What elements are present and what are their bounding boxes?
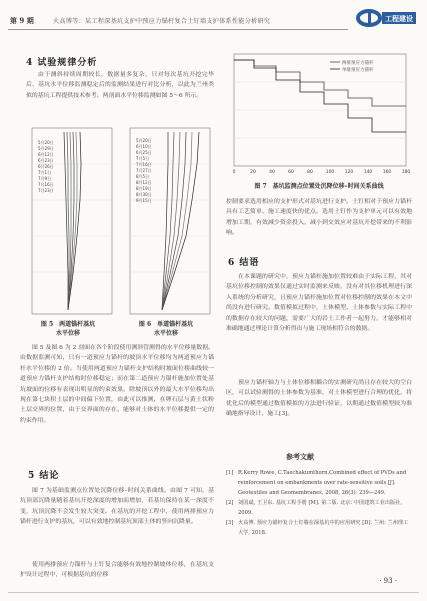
running-title: 火高博等：某工程深基坑支护中预应力锚杆复合土钉墙支护体系性能分析研究	[53, 18, 271, 25]
svg-text:5月20日: 5月20日	[38, 140, 54, 145]
issue-label: 第 9 期	[10, 16, 34, 25]
fig5-legend	[38, 139, 54, 193]
analysis-paragraph: 图 5 及图 6 为 2 剖面在各个阶段使用测斜管测得的水平位移量数据。由数据监测可知，只有一道预应力锚杆的坡顶水平位移均为两道预应力锚杆水平位移的 2 倍。当使用两道预应力锚杆支护结构时坡面位移曲线较一道预应力锚杆支护结构时位移稳定；而在第二道预应力锚杆施加位置处基坑坡面的位移有表现出明显的约束效果。除坡顶以外的最大水平位移均出现在第七块积土层的中间偏下位置，由此可以推测，在卵石层与黄土状粉土层交界的位置，由于交界面的存在，能够对土体的水平位移提供一定的约束作用。	[20, 345, 214, 424]
svg-text:7月23日: 7月23日	[38, 188, 54, 193]
svg-text:140: 140	[363, 170, 373, 175]
figure-6-caption: 图 6 单道锚杆基坑 水平位移	[138, 321, 194, 337]
section-6-paragraph-1: 在本课题的研究中，预应力锚杆施加位置较难由于实际工程，其对基坑位移控制的效果仅通过实时监测来反映，没有对其位移机理进行深入系统的分析研究，且预应力锚杆施加位置对位移控制的效果在本文中尚没有进行研究。数值模拟过程中，土体模型、土体参数与实际工程中的数据存在较大的问题，需要广大的岩土工作者一起努力，才能够相对准确地通过理论计算分析得出与施工现场相符合的数据。	[226, 274, 412, 333]
svg-text:9月15日: 9月15日	[136, 198, 152, 203]
reference-item: [3] 火高博. 预应力锚杆复合土钉墙在深基坑中的应用研究 [D]. 兰州: 兰州理工大学, 2018.	[226, 520, 409, 536]
fig7-curves	[234, 60, 406, 132]
section-5-title: 5 结论	[28, 471, 60, 481]
reference-item: [1] R.Kerry Rowe, C.Taechakumthorn.Combined effect of PVDs and reinforcement on embankments over rate-sensitive soils [J]. Geotextiles and Geomembranes, 2008, 26(3): 239—249.	[226, 470, 407, 496]
svg-text:20: 20	[250, 170, 256, 175]
svg-text:120: 120	[344, 170, 354, 175]
svg-text:6月23日: 6月23日	[38, 158, 54, 163]
svg-text:160: 160	[382, 170, 392, 175]
section-6-title: 6 结语	[228, 258, 260, 268]
svg-text:单排预应力锚杆: 单排预应力锚杆	[342, 68, 374, 73]
svg-text:5月29日: 5月29日	[38, 146, 54, 151]
svg-text:60: 60	[288, 170, 294, 175]
logo-text: 工程建设	[385, 15, 413, 23]
svg-text:7月16日: 7月16日	[38, 182, 54, 187]
svg-text:7月27日: 7月27日	[136, 168, 152, 173]
svg-text:6月25日: 6月25日	[136, 150, 152, 155]
svg-text:7月16日: 7月16日	[136, 162, 152, 167]
fig7-legend	[330, 59, 374, 73]
svg-text:两排预应力锚杆: 两排预应力锚杆	[342, 61, 374, 66]
fig6-legend	[136, 137, 152, 203]
section-5-paragraph-2: 使用两排预应力锚杆与土钉复合能够有效地控制坡体位移，在基坑支护设计过程中，可根据基坑的位移	[20, 562, 214, 579]
svg-text:8月19日: 8月19日	[136, 186, 152, 191]
references-list	[226, 468, 412, 538]
svg-text:6月10日: 6月10日	[136, 144, 152, 149]
page-number: · 93 ·	[379, 577, 397, 585]
section-4-paragraph: 由于测斜持续周期较长，数据量多复杂，只对每次基坑开挖完毕后，基坑水平位移监测稳定后的监测结果进行对比分析，以此为兰州类似的基坑工程提供技术参考。两剖面水平位移监测如图 5～6 所示。	[26, 72, 214, 99]
svg-text:6月26日: 6月26日	[38, 164, 54, 169]
footer-rule	[8, 592, 419, 593]
svg-text:40: 40	[269, 170, 275, 175]
svg-text:0: 0	[232, 170, 236, 175]
svg-text:7月5日: 7月5日	[136, 156, 150, 161]
section-4-title: 4 试验规律分析	[26, 58, 98, 68]
svg-text:80: 80	[307, 170, 313, 175]
svg-text:8月12日: 8月12日	[136, 180, 152, 185]
reference-item: [2] 刘国斌, 王卫东. 基坑工程手册 [M]. 第二版. 北京: 中国建筑工业出版社, 2009.	[226, 500, 403, 516]
fig6-curves	[162, 132, 199, 310]
svg-text:8月30日: 8月30日	[136, 192, 152, 197]
svg-text:5月20日: 5月20日	[136, 138, 152, 143]
fig7-x-ticks	[233, 169, 411, 175]
svg-text:7月1日: 7月1日	[38, 170, 52, 175]
header-rule	[8, 29, 348, 30]
figure-7-caption: 图 7 基坑监测点位置处沉降位移–时间关系曲线	[254, 183, 384, 190]
svg-text:7月9日: 7月9日	[38, 176, 52, 181]
svg-text:8月5日: 8月5日	[136, 174, 150, 179]
figure-5-chart	[24, 124, 116, 320]
svg-text:6月12日: 6月12日	[38, 152, 54, 157]
page-header	[8, 8, 419, 30]
section-5-paragraph-1: 图 7 为基础监测点位置处沉降位移–时间关系曲线。由图 7 可知，基坑顶部沉降量随着基坑开挖深度的增加而增加，若基坑保持在某一深度不变，坑顶沉降不会发生较大突变。在基坑的开挖工程中，使用两排预应力锚杆进行支护的基坑，可以有效地控制基坑顶部土体的竖向沉降量。	[20, 488, 214, 526]
svg-text:100: 100	[325, 170, 335, 175]
journal-logo	[355, 8, 417, 28]
figure-7-chart	[224, 52, 412, 180]
figure-7-followup-paragraph: 控制要求选用相应的支护形式对基坑进行支护。土钉相对于预应力锚杆具有工艺简单、施工速度快的优点。选用土钉作为支护单元可以有效地增加工期，有效减少资金投入，减小到交效应对基坑开挖带来的不利影响。	[226, 199, 412, 237]
references-title: 参考文献	[286, 452, 314, 461]
figure-6-chart	[122, 124, 214, 320]
fig5-curves	[64, 132, 81, 310]
svg-text:180: 180	[401, 170, 411, 175]
section-6-paragraph-2: 预应力锚杆轴力与土体位移相耦合的实测研究尚且存在较大的空白区，可以试验测得的土体参数为基准，对土体模型进行合理的优化，将优化后的模型通过数值模拟的方法进行验证，以期通过数值模型较为准确地指导设计、施工[3]。	[226, 380, 412, 418]
figure-5-caption: 图 5 两道锚杆基坑 水平位移	[40, 321, 96, 337]
